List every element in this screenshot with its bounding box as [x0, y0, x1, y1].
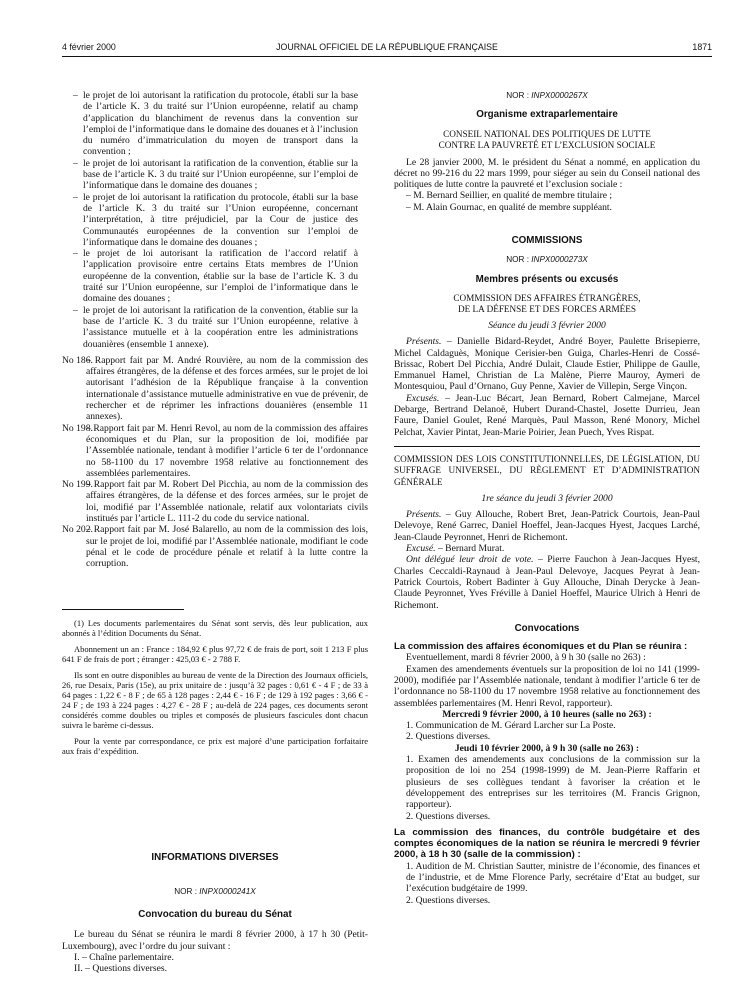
agenda-item: 1. Communication de M. Gérard Larcher sur La Poste. [406, 720, 616, 732]
convocation-heading: La commission des affaires économiques et du Plan se réunira : [394, 641, 688, 653]
agenda-item: 2. Questions diverses. [406, 731, 491, 743]
entry-text: – Rapport fait par M. Henri Revol, au nom de la commission des affaires économiques et du Plan, sur la proposition de loi, modifiée par l’Assemblée nationale, tendant à modifier l’article 6 ter de l’ordonnance no 58-1100 du 17 novembre 1958 relative au fonctionnement des assemblées parlementaires. [86, 422, 368, 479]
footnotes [62, 618, 368, 756]
footnote: Pour la vente par correspondance, ce prix est majoré d’une participation forfaitaire aux frais d’expédition. [62, 736, 368, 757]
info-title: INFORMATIONS DIVERSES [151, 852, 279, 864]
report-entry [62, 524, 368, 569]
list-item: – M. Alain Gournac, en qualité de membre suppléant. [406, 201, 612, 213]
convocation-time: Jeudi 10 février 2000, à 9 h 30 (salle no 263) : [454, 742, 640, 754]
section-title: Convocations [514, 622, 580, 634]
names: – Bernard Murat. [435, 543, 505, 555]
session-date: 1re séance du jeudi 3 février 2000 [481, 492, 613, 504]
label: Présents. [406, 509, 442, 521]
names: – Danielle Bidard-Reydet, André Boyer, Paulette Brisepierre, Michel Caldaguès, Monique Cerisier-ben Guiga, Charles-Henri de Cossé-Brissac, Robert Del Picchia, André Dulait, Claude Estier, Philippe de Gaulle, Emmanuel Hamel, Christian de La Malène, Pierre Mauroy, Aymeri de Montesquiou, Paul d’Ornano, Guy Penne, Xavier de Villepin, Serge Vinçon. [394, 336, 700, 393]
entry-text: – Rapport fait par M. Robert Del Picchia, au nom de la commission des affaires étrangères, de la défense et des forces armées, sur le projet de loi, modifié par l’Assemblée nationale, relatif aux volontariats civils institués par l’article L. 111-2 du code du service national. [86, 479, 368, 524]
list-item: – M. Bernard Seillier, en qualité de membre titulaire ; [406, 190, 613, 202]
label: Excusés. [406, 392, 440, 404]
page-header [62, 42, 712, 54]
convocation-text: Le bureau du Sénat se réunira le mardi 8 février 2000, à 17 h 30 (Petit-Luxembourg), avec l’ordre du jour suivant : [62, 929, 368, 952]
report-entries [62, 355, 368, 570]
footnote-separator [62, 609, 184, 610]
report-entry [62, 423, 368, 479]
section-title: Organisme extraparlementaire [476, 109, 618, 121]
right-column [394, 90, 700, 906]
attendance-paragraph [394, 336, 700, 392]
header-rule [62, 56, 712, 57]
report-entry [62, 479, 368, 524]
footnote: Abonnement un an : France : 184,92 € plus 97,72 € de frais de port, soit 1 213 F plus 641 F de frais de port ; étranger : 425,03 € - 2 788 F. [62, 644, 368, 665]
nor-reference: NOR : INPX0000267X [506, 91, 588, 100]
agenda-item: Examen des amendements éventuels sur la proposition de loi no 141 (1999-2000), modifiée par l’Assemblée nationale, tendant à modifier l’article 6 ter de l’ordonnance no 58-1100 du 17 novembre 1958 relative au fonctionnement des assemblées parlementaires (M. Henri Revol, rapporteur). [394, 663, 700, 709]
entry-number: No 198. [62, 422, 93, 434]
footnote: (1) Les documents parlementaires du Sénat sont servis, dès leur publication, aux abonnés à l’édition Documents du Sénat. [62, 618, 368, 639]
label: Excusé. [406, 543, 436, 555]
info-section [62, 852, 368, 974]
left-column [62, 90, 368, 975]
agenda-item: II. – Questions diverses. [74, 963, 167, 975]
agenda-item: 1. Examen des amendements aux conclusions de la commission sur la proposition de loi no 254 (1998-1999) de M. Jean-Pierre Raffarin et plusieurs de ses collègues tendant à favoriser la création et le développement des entreprises sur les territoires (M. Francis Grignon, rapporteur). [406, 754, 700, 811]
label: Ont délégué leur droit de vote. [406, 554, 534, 566]
entry-number: No 186. [62, 354, 93, 366]
session-date: Séance du jeudi 3 février 2000 [488, 319, 606, 331]
names: – Pierre Fauchon à Jean-Jacques Hyest, Charles Ceccaldi-Raynaud à Jean-Paul Delevoye, Jacques Peyrat à Jean-Patrick Courtois, Robert Badinter à Guy Allouche, Dinah Derycke à Jean-Claude Peyronnet, Yves Fréville à Daniel Hoeffel, Maurice Ulrich à Henri de Richemont. [394, 554, 700, 611]
report-entry [62, 355, 368, 423]
entry-number: No 199. [62, 479, 93, 491]
nor-reference [62, 886, 368, 897]
paragraph: Le 28 janvier 2000, M. le président du Sénat a nommé, en application du décret no 99-216 du 22 mars 1999, pour siéger au sein du Conseil national des politiques de lutte contre la pauvreté et l’exclusion sociale : [394, 156, 700, 191]
entry-number: No 202. [62, 524, 93, 536]
agenda-item: 2. Questions diverses. [406, 894, 491, 906]
convocation-title: Convocation du bureau du Sénat [138, 909, 292, 921]
agenda-item: 1. Audition de M. Christian Sautter, ministre de l’économie, des finances et de l’industrie, et de Mme Florence Parly, secrétaire d’Etat au budget, sur l’exécution budgétaire de 1999. [406, 860, 700, 895]
commission-name: DE LA DÉFENSE ET DES FORCES ARMÉES [458, 303, 636, 314]
attendance-paragraph [394, 393, 700, 438]
agenda-item: I. – Chaîne parlementaire. [74, 951, 174, 963]
header-page-number: 1871 [692, 42, 712, 52]
attendance-paragraph [394, 543, 700, 554]
nor-code: INPX0000267X [531, 91, 588, 100]
names: – Jean-Luc Bécart, Jean Bernard, Robert Calmejane, Marcel Debarge, Bertrand Delanoë, Hubert Durand-Chastel, Josette Durrieu, Jean Faure, Daniel Goulet, René Marquès, Paul Masson, René Monory, Michel Pelchat, Xavier Pintat, Jean-Marie Poirier, Jean Puech, Yves Rispat. [394, 392, 700, 438]
nor-reference: NOR : INPX0000273X [506, 255, 588, 265]
attendance-paragraph [394, 509, 700, 543]
convocation-heading: La commission des finances, du contrôle budgétaire et des comptes économiques de la nation se réunira le mercredi 9 février 2000, à 18 h 30 (salle de la commission) : [394, 826, 700, 861]
organism-name: CONTRE LA PAUVRETÉ ET L’EXCLUSION SOCIALE [438, 139, 656, 150]
footnote: Ils sont en outre disponibles au bureau de vente de la Direction des Journaux officiels, 26, rue Desaix, Paris (15e), au prix unitaire de : jusqu’à 32 pages : 0,61 € - 4 F ; de 33 à 64 pages : 1,22 € - 8 F ; de 65 à 128 pages : 2,44 € - 16 F ; de 129 à 192 pages : 3,66 € - 24 F ; de 193 à 224 pages : 4,27 € - 28 F ; au-delà de 224 pages, ces documents seront considérés comme doubles ou triples et composés de plusieurs fascicules dont chacun suivra le barème ci-dessus. [62, 670, 368, 731]
entry-text: – Rapport fait par M. José Balarello, au nom de la commission des lois, sur le projet de loi, modifié par l’Assemblée nationale, modifiant le code pénal et le code de procédure pénale et relatif à la lutte contre la corruption. [86, 524, 368, 570]
list-item: – le projet de loi autorisant la ratification du protocole, établi sur la base de l’article K. 3 du traité sur l’Union européenne, concernant l’interprétation, à titre préjudiciel, par la Cour de justice des Communautés européennes de la convention sur l’emploi de l’informatique dans le domaine des douanes ; [62, 192, 368, 248]
list-item: – le projet de loi autorisant la ratification du protocole, établi sur la base de l’article K. 3 du traité sur l’Union européenne, relatif au champ d’application du blanchiment de revenus dans la convention sur l’emploi de l’informatique dans le domaine des douanes et à l’inclusion du numéro d’immatriculation du moyen de transport dans la convention ; [62, 90, 368, 158]
nor-label: NOR : [174, 886, 197, 896]
list-item: – le projet de loi autorisant la ratification de la convention, établie sur la base de l’article K. 3 du traité sur l’Union européenne, relative à l’assistance mutuelle et à la coopération entre les administrations douanières (ensemble 1 annexe). [62, 305, 368, 350]
bill-list [62, 90, 368, 350]
organism-name: CONSEIL NATIONAL DES POLITIQUES DE LUTTE [443, 128, 651, 139]
entry-text: – Rapport fait par M. André Rouvière, au nom de la commission des affaires étrangères, de la défense et des forces armées, sur le projet de loi autorisant l’adhésion de la République française à la convention internationale d’assistance mutuelle administrative en vue de prévenir, de rechercher et de réprimer les infractions douanières (ensemble 11 annexes). [86, 354, 368, 423]
attendance-paragraph [394, 554, 700, 610]
list-item: – le projet de loi autorisant la ratification de l’accord relatif à l’application provisoire entre certains Etats membres de l’Union européenne de la convention, établie sur la base de l’article K. 3 du traité sur l’Union européenne, sur l’emploi de l’informatique dans le domaine des douanes ; [62, 248, 368, 304]
label: Présents. [406, 336, 442, 348]
nor-code: INPX0000273X [531, 255, 588, 265]
commission-name: COMMISSION DES LOIS CONSTITUTIONNELLES, DE LÉGISLATION, DU SUFFRAGE UNIVERSEL, DU RÈGLEMENT ET D’ADMINISTRATION GÉNÉRALE [394, 453, 700, 487]
commission-name: COMMISSION DES AFFAIRES ÉTRANGÈRES, [453, 292, 641, 303]
header-journal-title: JOURNAL OFFICIEL DE LA RÉPUBLIQUE FRANÇAISE [276, 42, 498, 52]
names: – Guy Allouche, Robert Bret, Jean-Patrick Courtois, Jean-Paul Delevoye, René Garrec, Daniel Hoeffel, Jean-Jacques Hyest, Jacques Larché, Jean-Claude Peyronnet, Henri de Richemont. [394, 509, 700, 543]
header-date: 4 février 2000 [62, 42, 116, 52]
convocation-time: Eventuellement, mardi 8 février 2000, à 9 h 30 (salle no 263) : [406, 652, 646, 664]
section-title: COMMISSIONS [511, 235, 583, 247]
convocation-time: Mercredi 9 février 2000, à 10 heures (salle no 263) : [442, 708, 652, 720]
section-title: Membres présents ou excusés [475, 273, 619, 285]
divider [394, 446, 700, 447]
list-item: – le projet de loi autorisant la ratification de la convention, établie sur la base de l’article K. 3 du traité sur l’Union européenne, sur l’emploi de l’informatique dans le domaine des douanes ; [62, 158, 368, 192]
agenda-item: 2. Questions diverses. [406, 810, 491, 822]
nor-code: INPX0000241X [199, 886, 256, 896]
